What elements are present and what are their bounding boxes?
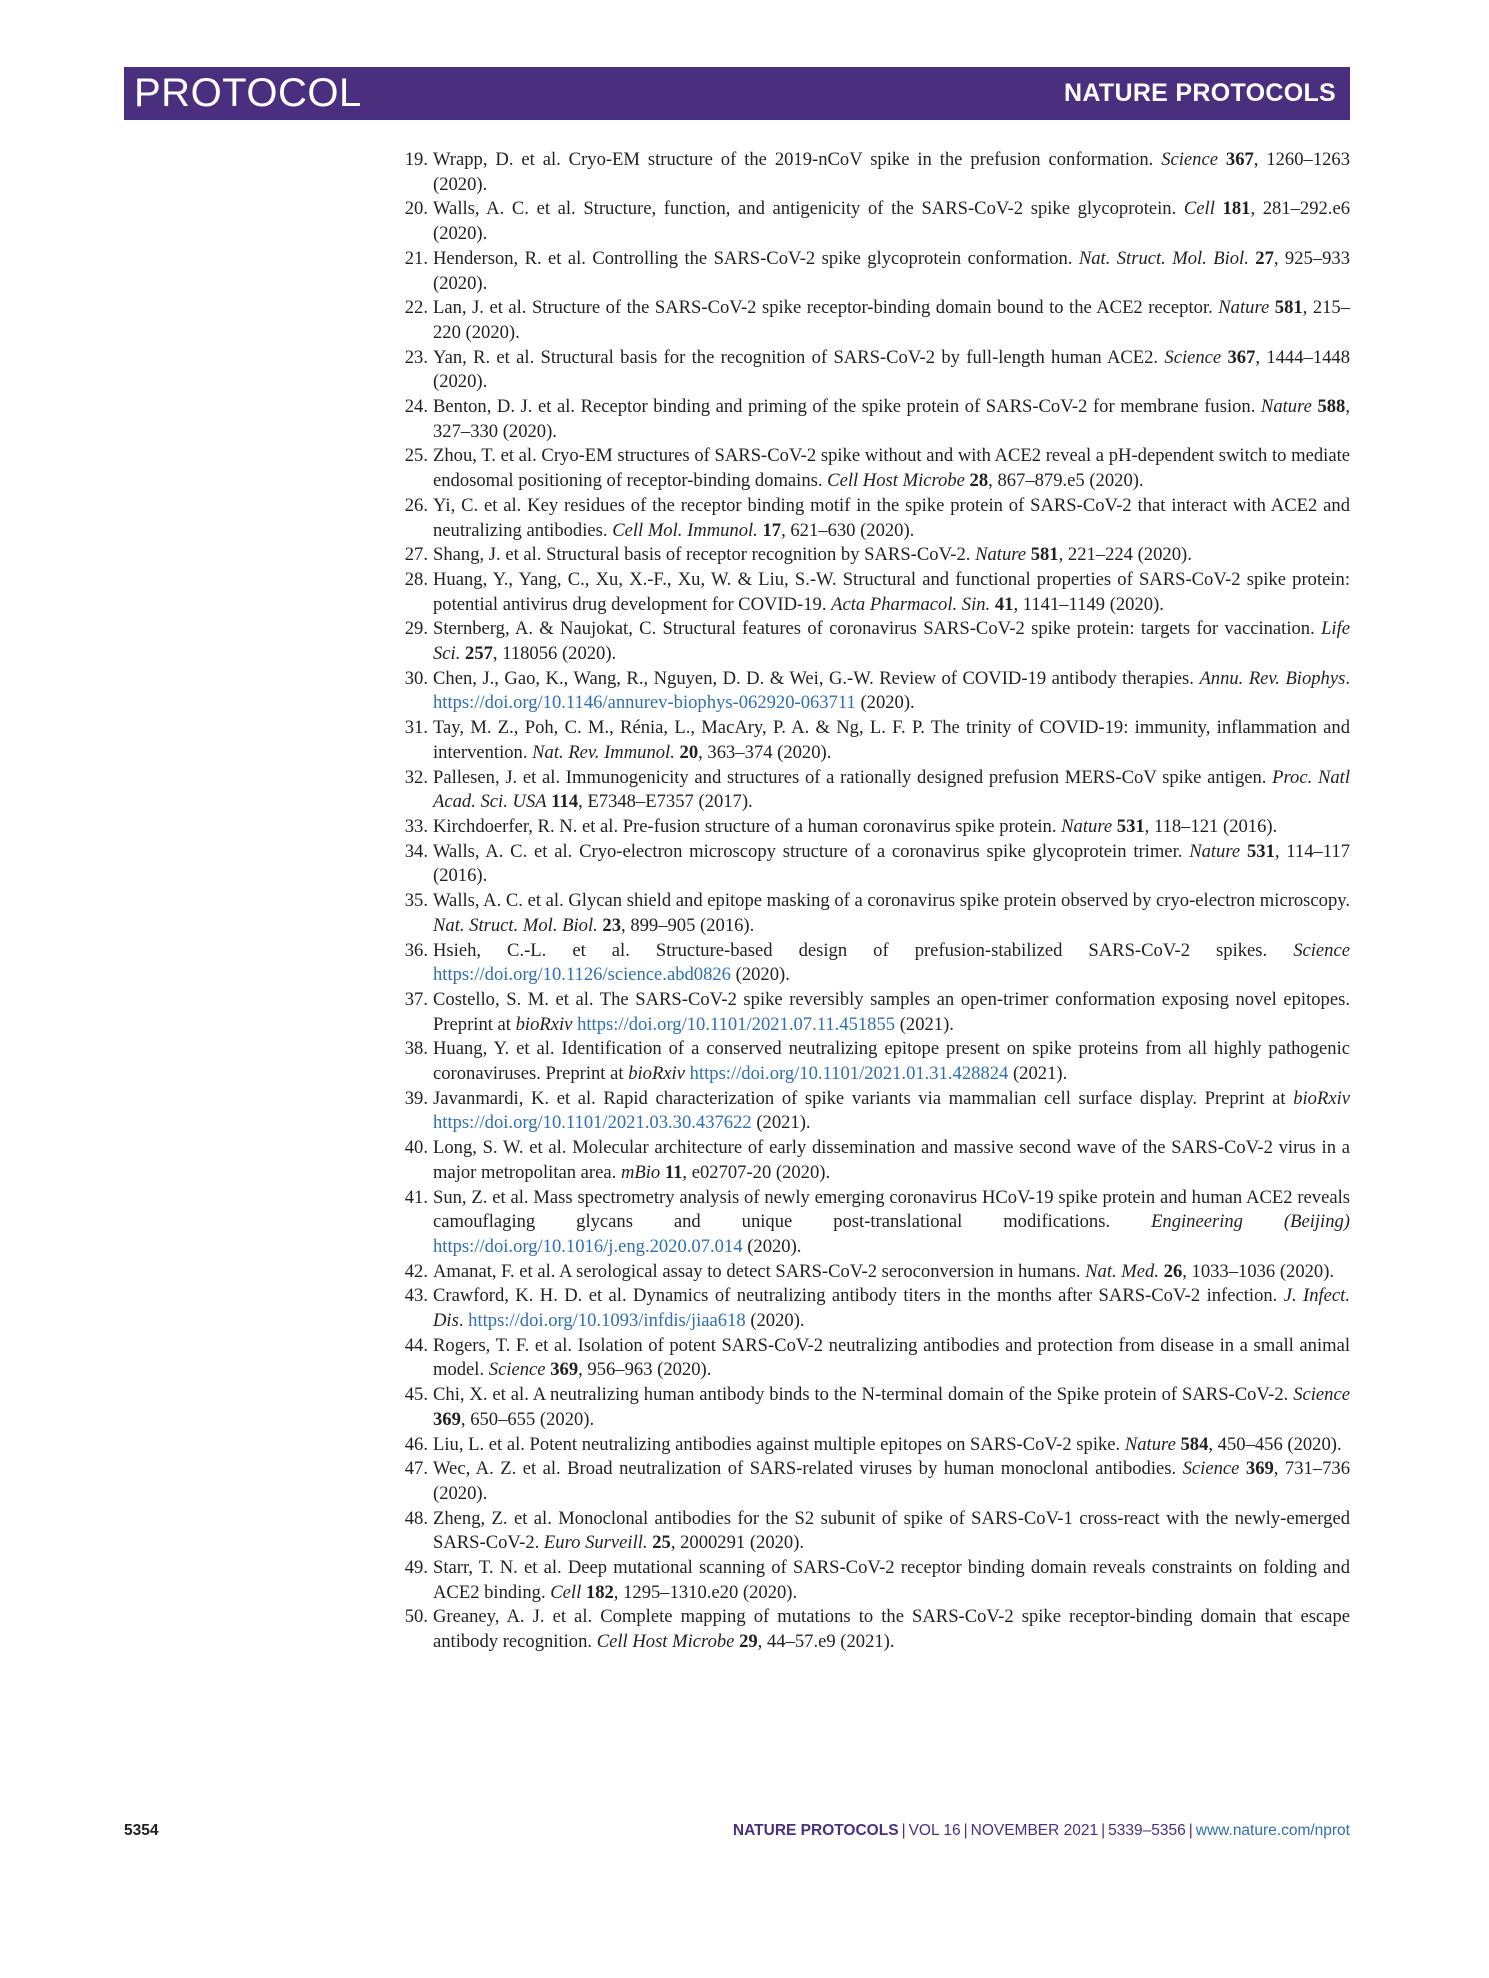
reference-item xyxy=(392,1136,1350,1185)
reference-number: 47 . xyxy=(392,1457,428,1482)
journal-title: Nature xyxy=(975,544,1027,566)
footer-date: NOVEMBER 2021 xyxy=(970,1822,1099,1839)
journal-title: Nat. Med. xyxy=(1085,1260,1159,1282)
reference-text: Long, S. W. et al. Molecular architecture of early dissemination and massive second wave of the SARS-CoV-2 virus in a major metropolitan area. xyxy=(433,1137,1350,1183)
volume-number: 25 xyxy=(652,1532,671,1554)
reference-item xyxy=(392,444,1350,493)
reference-item xyxy=(392,815,1350,840)
volume-number: 26 xyxy=(1163,1260,1183,1282)
reference-item xyxy=(392,1383,1350,1432)
reference-number: 35 . xyxy=(392,889,428,914)
reference-text: , 327–330 (2020). xyxy=(433,396,1350,442)
volume-number: 257 xyxy=(465,643,493,665)
reference-item xyxy=(392,543,1350,568)
volume-number: 531 xyxy=(1116,815,1145,837)
reference-text: . xyxy=(458,1310,469,1332)
reference-text: Huang, Y., Yang, C., Xu, X.-F., Xu, W. & Liu, S.-W. Structural and functional properties of SARS-CoV-2 spike protein: potential antivirus drug development for COVID-19. xyxy=(433,568,1350,615)
reference-text: (2021). xyxy=(751,1112,811,1134)
reference-text xyxy=(1218,149,1226,170)
page-footer xyxy=(124,1822,1350,1846)
reference-item xyxy=(392,667,1350,716)
reference-text: , 118056 (2020). xyxy=(492,643,617,665)
reference-text: Starr, T. N. et al. Deep mutational scanning of SARS-CoV-2 receptor binding domain reveals constraints on folding and ACE2 binding. xyxy=(433,1557,1350,1603)
footer-separator: | xyxy=(1101,1822,1106,1839)
journal-title: Nat. Rev. Immunol. xyxy=(532,741,675,763)
reference-text: Pallesen, J. et al. Immunogenicity and structures of a rationally designed prefusion MERS-CoV spike antigen. xyxy=(433,766,1273,788)
reference-item xyxy=(392,1457,1350,1506)
volume-number: 182 xyxy=(585,1581,614,1603)
reference-text: Hsieh, C.-L. et al. Structure-based design of prefusion-stabilized SARS-CoV-2 spikes. xyxy=(433,939,1294,961)
reference-text: Rogers, T. F. et al. Isolation of potent SARS-CoV-2 neutralizing antibodies and protection from disease in a small animal model. xyxy=(433,1334,1350,1381)
reference-text: Tay, M. Z., Poh, C. M., Rénia, L., MacAry, P. A. & Ng, L. F. P. The trinity of COVID-19: immunity, inflammation and intervention. xyxy=(433,717,1350,763)
footer-separator: | xyxy=(963,1822,968,1839)
reference-text: Walls, A. C. et al. Glycan shield and epitope masking of a coronavirus spike protein observed by cryo-electron microscopy. xyxy=(433,890,1350,912)
reference-item xyxy=(392,296,1350,345)
journal-title: Life Sci. xyxy=(433,618,1350,665)
volume-number: 27 xyxy=(1255,247,1274,269)
reference-item xyxy=(392,494,1350,543)
journal-title: Science xyxy=(1293,1384,1350,1406)
reference-text: , 1033–1036 (2020). xyxy=(1182,1260,1335,1282)
journal-title: Nature xyxy=(1189,840,1241,862)
reference-text: Wec, A. Z. et al. Broad neutralization of SARS-related viruses by human monoclonal antibodies. xyxy=(433,1458,1183,1480)
journal-title: Cell Host Microbe xyxy=(827,470,965,492)
reference-text: Kirchdoerfer, R. N. et al. Pre-fusion structure of a human coronavirus spike protein. xyxy=(433,815,1062,837)
reference-item xyxy=(392,716,1350,765)
reference-number: 34 . xyxy=(392,840,428,865)
reference-text: Sternberg, A. & Naujokat, C. Structural features of coronavirus SARS-CoV-2 spike protein: targets for vaccination. xyxy=(433,618,1322,640)
reference-text: , 221–224 (2020). xyxy=(1058,544,1192,566)
reference-text: , 450–456 (2020). xyxy=(1208,1433,1342,1455)
reference-item xyxy=(392,148,1350,197)
volume-number: 114 xyxy=(551,791,579,813)
reference-item xyxy=(392,197,1350,246)
reference-number: 43 . xyxy=(392,1284,428,1309)
reference-number: 19 . xyxy=(392,148,428,173)
volume-number: 581 xyxy=(1030,544,1059,566)
journal-title: Acta Pharmacol. Sin. xyxy=(831,593,991,615)
reference-number: 23 . xyxy=(392,346,428,371)
reference-number: 32 . xyxy=(392,766,428,791)
reference-item xyxy=(392,1284,1350,1333)
reference-number: 36 . xyxy=(392,939,428,964)
journal-title: bioRxiv xyxy=(1293,1087,1350,1109)
journal-name: NATURE PROTOCOLS xyxy=(1064,79,1336,107)
journal-title: Proc. Natl Acad. Sci. USA xyxy=(433,766,1350,813)
reference-text: Benton, D. J. et al. Receptor binding and priming of the spike protein of SARS-CoV-2 for membrane fusion. xyxy=(433,396,1261,418)
page-number: 5354 xyxy=(124,1822,159,1839)
reference-text: (2021). xyxy=(895,1013,954,1035)
journal-title: Nature xyxy=(1061,815,1113,837)
reference-item xyxy=(392,346,1350,395)
reference-text: , 114–117 (2016). xyxy=(433,840,1351,887)
volume-number: 369 xyxy=(433,1408,461,1430)
reference-item xyxy=(392,840,1350,889)
journal-title: Nat. Struct. Mol. Biol. xyxy=(433,914,598,936)
reference-text: Zheng, Z. et al. Monoclonal antibodies for the S2 subunit of spike of SARS-CoV-1 cross-react with the newly-emerged SARS-CoV-2. xyxy=(433,1507,1350,1554)
journal-title: Nature xyxy=(1218,297,1270,319)
reference-text: , e02707-20 (2020). xyxy=(682,1161,831,1183)
reference-text: Yi, C. et al. Key residues of the receptor binding motif in the spike protein of SARS-CoV-2 that interact with ACE2 and neutralizing antibodies. xyxy=(433,494,1350,541)
reference-item xyxy=(392,1334,1350,1383)
section-label: PROTOCOL xyxy=(134,71,362,115)
journal-title: Nat. Struct. Mol. Biol. xyxy=(1078,247,1249,269)
volume-number: 369 xyxy=(1245,1458,1274,1480)
reference-text: Huang, Y. et al. Identification of a conserved neutralizing epitope present on spike proteins from all highly pathogenic coronaviruses. Preprint at xyxy=(433,1038,1350,1085)
reference-item xyxy=(392,1186,1350,1260)
reference-number: 40 . xyxy=(392,1136,428,1161)
reference-text: Henderson, R. et al. Controlling the SARS-CoV-2 spike glycoprotein conformation. xyxy=(433,247,1079,269)
journal-title: bioRxiv xyxy=(515,1013,573,1035)
reference-text: . xyxy=(1345,667,1350,689)
volume-number: 41 xyxy=(994,593,1014,615)
reference-number: 49 . xyxy=(392,1556,428,1581)
footer-citation xyxy=(733,1822,1350,1840)
reference-number: 50 . xyxy=(392,1605,428,1630)
reference-item xyxy=(392,1605,1350,1654)
reference-number: 33 . xyxy=(392,815,428,840)
reference-text: Crawford, K. H. D. et al. Dynamics of neutralizing antibody titers in the months after SARS-CoV-2 infection. xyxy=(433,1285,1284,1307)
reference-number: 24 . xyxy=(392,395,428,420)
journal-title: Euro Surveill. xyxy=(543,1532,648,1554)
journal-title: mBio xyxy=(620,1161,661,1183)
journal-title: Engineering (Beijing) xyxy=(1151,1211,1350,1233)
reference-text: Lan, J. et al. Structure of the SARS-CoV-2 spike receptor-binding domain bound to the ACE2 receptor. xyxy=(433,297,1219,319)
volume-number: 23 xyxy=(602,914,622,936)
reference-item xyxy=(392,889,1350,938)
volume-number: 581 xyxy=(1274,297,1303,319)
doi-link[interactable]: https://doi.org/10.1093/infdis/jiaa618 xyxy=(468,1310,746,1332)
reference-item xyxy=(392,939,1350,988)
reference-number: 25 . xyxy=(392,444,428,469)
reference-number: 45 . xyxy=(392,1383,428,1408)
reference-item xyxy=(392,1260,1350,1285)
reference-text: Sun, Z. et al. Mass spectrometry analysis of newly emerging coronavirus HCoV-19 spike protein and human ACE2 reveals camouflaging glycans and unique post-translational modifications. xyxy=(433,1186,1350,1233)
reference-text: Walls, A. C. et al. Structure, function, and antigenicity of the SARS-CoV-2 spike glycoprotein. xyxy=(433,198,1184,220)
reference-text: , E7348–E7357 (2017). xyxy=(578,791,753,813)
reference-number: 38 . xyxy=(392,1037,428,1062)
volume-number: 369 xyxy=(550,1359,579,1381)
reference-number: 48 . xyxy=(392,1507,428,1532)
reference-text xyxy=(1240,841,1247,862)
reference-item xyxy=(392,1507,1350,1556)
journal-title: Science xyxy=(1182,1458,1240,1480)
reference-text: , 215–220 (2020). xyxy=(433,297,1351,343)
journal-title: Science xyxy=(1293,939,1350,961)
footer-separator: | xyxy=(901,1822,906,1839)
reference-number: 31 . xyxy=(392,716,428,741)
reference-number: 46 . xyxy=(392,1433,428,1458)
reference-text: Walls, A. C. et al. Cryo-electron microscopy structure of a coronavirus spike glycoprotein trimer. xyxy=(433,840,1190,862)
reference-text: Chi, X. et al. A neutralizing human antibody binds to the N-terminal domain of the Spike protein of SARS-CoV-2. xyxy=(433,1384,1294,1406)
reference-item xyxy=(392,1433,1350,1458)
reference-text: Yan, R. et al. Structural basis for the recognition of SARS-CoV-2 by full-length human ACE2. xyxy=(433,346,1165,368)
reference-text: , 621–630 (2020). xyxy=(781,519,915,541)
reference-text: Shang, J. et al. Structural basis of receptor recognition by SARS-CoV-2. xyxy=(433,544,976,566)
reference-text: , 867–879.e5 (2020). xyxy=(988,470,1144,492)
reference-text: , 363–374 (2020). xyxy=(698,741,832,763)
reference-number: 27 . xyxy=(392,543,428,568)
volume-number: 588 xyxy=(1317,396,1346,418)
volume-number: 28 xyxy=(969,470,989,492)
reference-number: 37 . xyxy=(392,988,428,1013)
journal-title: Cell Host Microbe xyxy=(596,1631,735,1653)
reference-text: (2020). xyxy=(730,964,790,986)
reference-text: , 899–905 (2016). xyxy=(621,914,755,936)
reference-number: 42 . xyxy=(392,1260,428,1285)
reference-text: Chen, J., Gao, K., Wang, R., Nguyen, D. D. & Wei, G.-W. Review of COVID-19 antibody therapies. xyxy=(433,667,1200,689)
journal-title: Cell xyxy=(1183,198,1215,220)
volume-number: 367 xyxy=(1225,149,1254,170)
reference-number: 21 . xyxy=(392,247,428,272)
footer-pages: 5339–5356 xyxy=(1108,1822,1186,1839)
reference-text: , 1295–1310.e20 (2020). xyxy=(613,1581,798,1603)
reference-number: 26 . xyxy=(392,494,428,519)
journal-title: Cell xyxy=(550,1581,582,1603)
doi-link[interactable]: https://doi.org/10.1146/annurev-biophys-062920-063711 xyxy=(433,692,856,714)
reference-item xyxy=(392,395,1350,444)
volume-number: 29 xyxy=(739,1631,758,1653)
reference-text: Greaney, A. J. et al. Complete mapping of mutations to the SARS-CoV-2 spike receptor-binding domain that escape antibody recognition. xyxy=(433,1606,1350,1653)
reference-number: 41 . xyxy=(392,1186,428,1211)
volume-number: 20 xyxy=(679,741,699,763)
reference-text: (2020). xyxy=(745,1310,805,1332)
reference-number: 44 . xyxy=(392,1334,428,1359)
reference-number: 22 . xyxy=(392,296,428,321)
reference-text: , 1260–1263 (2020). xyxy=(433,149,1351,195)
footer-journal: NATURE PROTOCOLS xyxy=(732,1822,899,1839)
reference-item xyxy=(392,1556,1350,1605)
reference-text: Costello, S. M. et al. The SARS-CoV-2 spike reversibly samples an open-trimer conformation exposing novel epitopes. Preprint at xyxy=(433,988,1350,1035)
doi-link[interactable]: https://doi.org/10.1126/science.abd0826 xyxy=(433,964,731,986)
reference-number: 28 . xyxy=(392,568,428,593)
reference-text: , 2000291 (2020). xyxy=(670,1532,805,1554)
doi-link[interactable]: https://doi.org/10.1016/j.eng.2020.07.014 xyxy=(433,1235,743,1257)
reference-text: Amanat, F. et al. A serological assay to detect SARS-CoV-2 seroconversion in humans. xyxy=(433,1260,1086,1282)
reference-text: , 1141–1149 (2020). xyxy=(1013,593,1164,615)
reference-list xyxy=(392,148,1350,1655)
footer-volume: VOL 16 xyxy=(908,1822,961,1839)
reference-item xyxy=(392,988,1350,1037)
doi-link[interactable]: https://doi.org/10.1101/2021.07.11.451855 xyxy=(577,1013,896,1035)
volume-number: 181 xyxy=(1222,198,1251,220)
reference-text: Wrapp, D. et al. Cryo-EM structure of the 2019-nCoV spike in the prefusion conformation. xyxy=(433,149,1162,170)
footer-url-link[interactable]: www.nature.com/nprot xyxy=(1195,1822,1350,1839)
doi-link[interactable]: https://doi.org/10.1101/2021.03.30.437622 xyxy=(433,1112,752,1134)
reference-text: , 281–292.e6 (2020). xyxy=(433,198,1351,245)
reference-text: , 731–736 (2020). xyxy=(433,1458,1350,1504)
header-banner xyxy=(124,67,1350,120)
reference-item xyxy=(392,247,1350,296)
reference-text: , 1444–1448 (2020). xyxy=(433,346,1351,393)
journal-title: Science xyxy=(1161,149,1218,170)
reference-text: Liu, L. et al. Potent neutralizing antibodies against multiple epitopes on SARS-CoV-2 spike. xyxy=(433,1433,1125,1455)
doi-link[interactable]: https://doi.org/10.1101/2021.01.31.428824 xyxy=(689,1063,1009,1085)
reference-item xyxy=(392,568,1350,617)
journal-title: Science xyxy=(1164,346,1222,368)
journal-title: Nature xyxy=(1260,396,1312,418)
reference-text: Javanmardi, K. et al. Rapid characterization of spike variants via mammalian cell surface display. Preprint at xyxy=(433,1087,1294,1109)
reference-item xyxy=(392,1087,1350,1136)
journal-title: Nature xyxy=(1124,1433,1176,1455)
journal-title: Annu. Rev. Biophys xyxy=(1199,667,1346,689)
volume-number: 367 xyxy=(1227,346,1256,368)
journal-title: bioRxiv xyxy=(628,1063,685,1085)
reference-number: 29 . xyxy=(392,617,428,642)
reference-item xyxy=(392,1037,1350,1086)
reference-number: 20 . xyxy=(392,197,428,222)
volume-number: 584 xyxy=(1180,1433,1209,1455)
reference-text: , 44–57.e9 (2021). xyxy=(757,1631,895,1653)
reference-item xyxy=(392,617,1350,666)
volume-number: 531 xyxy=(1246,840,1275,862)
reference-text: , 925–933 (2020). xyxy=(433,247,1350,294)
reference-text: Zhou, T. et al. Cryo-EM structures of SARS-CoV-2 spike without and with ACE2 reveal a pH-dependent switch to mediate endosomal positioning of receptor-binding domains. xyxy=(433,445,1350,492)
reference-number: 30 . xyxy=(392,667,428,692)
reference-item xyxy=(392,766,1350,815)
reference-text: (2020). xyxy=(855,692,915,714)
footer-separator: | xyxy=(1188,1822,1193,1839)
reference-text: , 956–963 (2020). xyxy=(578,1359,712,1381)
volume-number: 11 xyxy=(664,1161,683,1183)
volume-number: 17 xyxy=(762,519,782,541)
reference-number: 39 . xyxy=(392,1087,428,1112)
reference-text: (2020). xyxy=(742,1235,802,1257)
reference-text: (2021). xyxy=(1008,1063,1068,1085)
reference-text: , 118–121 (2016). xyxy=(1144,815,1278,837)
reference-text: , 650–655 (2020). xyxy=(460,1408,595,1430)
journal-title: Cell Mol. Immunol. xyxy=(612,519,758,541)
journal-title: J. Infect. Dis xyxy=(433,1285,1350,1332)
journal-title: Science xyxy=(488,1359,546,1381)
reference-text xyxy=(1215,198,1223,219)
